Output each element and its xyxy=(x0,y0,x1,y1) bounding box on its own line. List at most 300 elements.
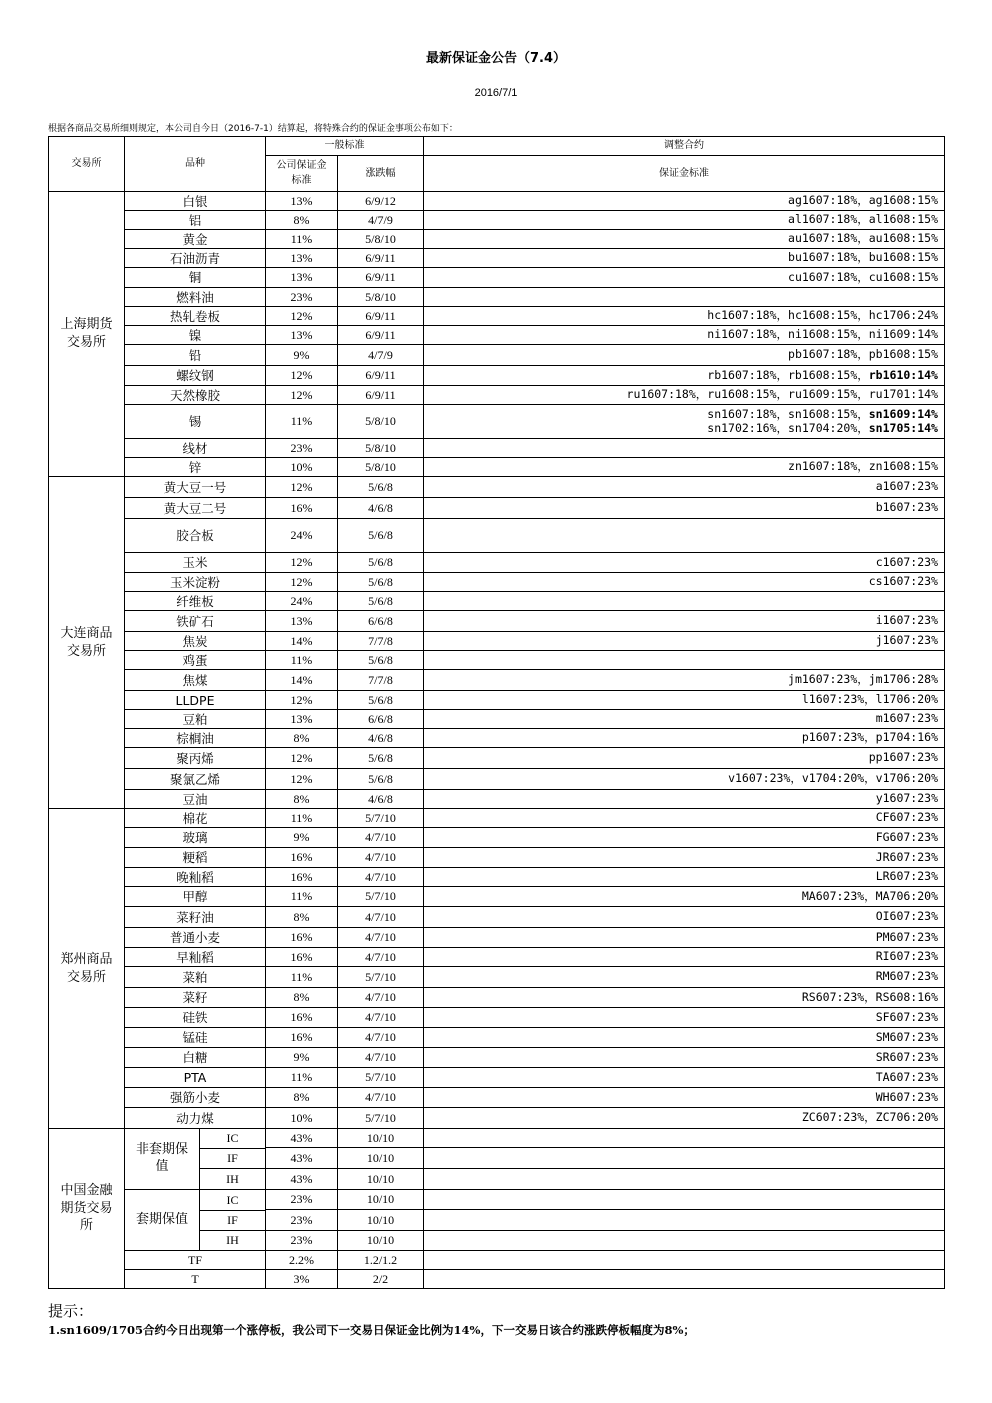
variety-name: 螺纹钢 xyxy=(125,366,266,386)
table-row xyxy=(49,592,945,611)
company-margin: 43% xyxy=(266,1148,338,1168)
adjusted-contracts-line xyxy=(430,1111,938,1125)
price-limit: 2/2 xyxy=(338,1270,424,1289)
intro-text: 根据各商品交易所细则规定，本公司自今日（2016-7-1）结算起，将特殊合约的保证金事项公布如下： xyxy=(48,124,458,134)
company-margin: 10% xyxy=(266,1108,338,1129)
contract-margins: SF607:23% xyxy=(875,1009,938,1024)
table-row xyxy=(49,1190,945,1210)
adjusted-contracts xyxy=(424,988,945,1008)
price-limit: 4/7/10 xyxy=(338,988,424,1008)
table-row xyxy=(49,710,945,729)
table-row xyxy=(49,1251,945,1270)
variety-name: 热轧卷板 xyxy=(125,307,266,326)
variety-name: 强筋小麦 xyxy=(125,1088,266,1108)
contract-margins: FG607:23% xyxy=(875,829,938,844)
contract-margins: RS607:23%，RS608:16% xyxy=(801,989,938,1004)
adjusted-contracts-line xyxy=(430,673,938,687)
cffex-subtable xyxy=(125,1190,265,1250)
adjusted-contracts-line xyxy=(430,194,938,208)
company-margin: 9% xyxy=(266,1048,338,1068)
company-margin: 8% xyxy=(266,211,338,230)
adjusted-contracts xyxy=(424,651,945,670)
table-row xyxy=(49,748,945,769)
company-margin: 12% xyxy=(266,553,338,573)
table-row xyxy=(49,498,945,519)
adjusted-contracts xyxy=(424,288,945,307)
adjusted-contracts-line xyxy=(430,792,938,806)
table-row xyxy=(49,948,945,967)
cffex-variety-cell xyxy=(125,1190,266,1251)
price-limit: 6/9/11 xyxy=(338,307,424,326)
company-margin: 8% xyxy=(266,790,338,809)
table-row xyxy=(49,928,945,948)
adjusted-contracts-line xyxy=(430,556,938,570)
variety-name: 菜籽 xyxy=(125,988,266,1008)
variety-name: 锡 xyxy=(125,405,266,439)
price-limit: 10/10 xyxy=(338,1230,424,1250)
contract-margins: WH607:23% xyxy=(875,1089,938,1104)
contract-margins: sn1607:18%，sn1608:15%， xyxy=(707,406,869,421)
adjusted-contracts xyxy=(424,748,945,769)
adjusted-contracts-line xyxy=(430,575,938,589)
contract-margins: bu1607:18%，bu1608:15% xyxy=(788,250,938,265)
adjusted-contracts xyxy=(424,1008,945,1028)
company-margin: 12% xyxy=(266,691,338,710)
variety-name: PTA xyxy=(125,1068,266,1088)
price-limit: 4/6/8 xyxy=(338,790,424,809)
company-margin: 8% xyxy=(266,907,338,928)
contract-margins: LR607:23% xyxy=(875,869,938,884)
table-row xyxy=(49,828,945,848)
adjusted-contracts xyxy=(424,1190,945,1210)
variety-name: 镍 xyxy=(125,326,266,345)
adjusted-contracts-line xyxy=(430,1011,938,1025)
contract-margins: p1607:23%，p1704:16% xyxy=(801,730,938,745)
adjusted-contracts xyxy=(424,887,945,907)
variety-name: 玉米 xyxy=(125,553,266,573)
company-margin: 16% xyxy=(266,1008,338,1028)
price-limit: 5/8/10 xyxy=(338,288,424,307)
header-company-margin: 公司保证金标准 xyxy=(266,156,338,192)
price-limit: 10/10 xyxy=(338,1168,424,1189)
contract-margins: TA607:23% xyxy=(875,1069,938,1084)
company-margin: 24% xyxy=(266,519,338,553)
adjusted-contracts xyxy=(424,928,945,948)
cffex-subtable xyxy=(125,1129,265,1189)
variety-name: 黄大豆二号 xyxy=(125,498,266,519)
adjusted-contracts-line xyxy=(430,831,938,845)
contract-margins: cu1607:18%，cu1608:15% xyxy=(788,269,938,284)
company-margin: 14% xyxy=(266,632,338,651)
variety-name: 普通小麦 xyxy=(125,928,266,948)
adjusted-contracts-line xyxy=(430,634,938,648)
company-margin: 16% xyxy=(266,948,338,967)
price-limit: 6/9/11 xyxy=(338,268,424,288)
exchange-name: 上海期货交易所 xyxy=(49,192,125,477)
adjusted-contracts xyxy=(424,192,945,211)
adjusted-contracts-line xyxy=(430,991,938,1005)
variety-name: 铁矿石 xyxy=(125,611,266,632)
contract-margins: c1607:23% xyxy=(875,554,938,569)
price-limit: 5/6/8 xyxy=(338,553,424,573)
variety-name: 天然橡胶 xyxy=(125,386,266,405)
contract-code: TF xyxy=(125,1251,266,1270)
company-margin: 11% xyxy=(266,887,338,907)
adjusted-contracts-line xyxy=(430,213,938,227)
table-row xyxy=(49,1129,945,1148)
adjusted-contracts xyxy=(424,1068,945,1088)
price-limit: 6/9/11 xyxy=(338,326,424,345)
contract-margins: cs1607:23% xyxy=(868,574,938,589)
price-limit: 4/7/9 xyxy=(338,211,424,230)
company-margin: 12% xyxy=(266,477,338,498)
adjusted-contracts-line xyxy=(430,851,938,865)
adjusted-contracts xyxy=(424,967,945,988)
adjusted-contracts xyxy=(424,268,945,288)
contract-margins: SM607:23% xyxy=(875,1029,938,1044)
cffex-subrow xyxy=(125,1129,265,1148)
adjusted-contracts-line xyxy=(430,931,938,945)
price-limit: 7/7/8 xyxy=(338,670,424,691)
contract-margins: OI607:23% xyxy=(875,909,938,924)
notice-date: 2016/7/1 xyxy=(474,87,518,99)
table-row xyxy=(49,458,945,477)
price-limit: 4/7/10 xyxy=(338,828,424,848)
variety-name: 胶合板 xyxy=(125,519,266,553)
company-margin: 23% xyxy=(266,439,338,458)
adjusted-contracts-line xyxy=(430,811,938,825)
company-margin: 13% xyxy=(266,268,338,288)
contract-code: T xyxy=(125,1270,266,1289)
price-limit: 5/6/8 xyxy=(338,651,424,670)
adjusted-contracts-line xyxy=(430,910,938,924)
contract-margins: RI607:23% xyxy=(875,949,938,964)
adjusted-contracts-line xyxy=(430,388,938,402)
table-row xyxy=(49,439,945,458)
company-margin: 12% xyxy=(266,366,338,386)
adjusted-contracts-line xyxy=(430,501,938,515)
table-row xyxy=(49,691,945,710)
contract-code: IF xyxy=(200,1210,266,1230)
header-general: 一般标准 xyxy=(266,137,424,156)
adjusted-contracts xyxy=(424,592,945,611)
contract-margins: i1607:23% xyxy=(875,613,938,628)
adjusted-contracts-line xyxy=(430,693,938,707)
table-row xyxy=(49,405,945,439)
price-limit: 6/9/11 xyxy=(338,366,424,386)
company-margin: 12% xyxy=(266,748,338,769)
variety-name: 燃料油 xyxy=(125,288,266,307)
adjusted-contracts xyxy=(424,790,945,809)
exchange-name: 中国金融期货交易所 xyxy=(49,1129,125,1289)
header-limit: 涨跌幅 xyxy=(338,156,424,192)
adjusted-contracts-line xyxy=(430,232,938,246)
company-margin: 11% xyxy=(266,809,338,828)
table-row xyxy=(49,967,945,988)
table-row xyxy=(49,611,945,632)
header-variety: 品种 xyxy=(125,137,266,192)
company-margin: 24% xyxy=(266,592,338,611)
table-row xyxy=(49,573,945,592)
variety-name: 白糖 xyxy=(125,1048,266,1068)
adjusted-contracts xyxy=(424,230,945,249)
price-limit: 5/8/10 xyxy=(338,230,424,249)
variety-name: 菜籽油 xyxy=(125,907,266,928)
price-limit: 4/7/10 xyxy=(338,948,424,967)
variety-name: 锌 xyxy=(125,458,266,477)
tips-item: 1.sn1609/1705合约今日出现第一个涨停板，我公司下一交易日保证金比例为14%，下一交易日该合约涨跌停板幅度为8%； xyxy=(48,1323,695,1337)
adjusted-contracts xyxy=(424,809,945,828)
table-row xyxy=(49,729,945,748)
adjusted-contracts-line xyxy=(430,772,938,786)
table-row xyxy=(49,288,945,307)
table-row xyxy=(49,868,945,887)
adjusted-contracts xyxy=(424,498,945,519)
price-limit: 4/7/10 xyxy=(338,868,424,887)
adjusted-contracts xyxy=(424,553,945,573)
price-limit: 5/6/8 xyxy=(338,769,424,790)
adjusted-contracts xyxy=(424,211,945,230)
table-row xyxy=(49,211,945,230)
adjusted-contracts xyxy=(424,729,945,748)
table-row xyxy=(49,651,945,670)
variety-name: 铜 xyxy=(125,268,266,288)
table-row xyxy=(49,553,945,573)
variety-name: 聚氯乙烯 xyxy=(125,769,266,790)
variety-name: 豆粕 xyxy=(125,710,266,729)
highlighted-contract: rb1610:14% xyxy=(868,367,938,382)
variety-name: 聚丙烯 xyxy=(125,748,266,769)
adjusted-contracts-line xyxy=(430,408,938,422)
contract-margins: MA607:23%，MA706:20% xyxy=(801,888,938,903)
adjusted-contracts xyxy=(424,1251,945,1270)
company-margin: 16% xyxy=(266,928,338,948)
company-margin: 23% xyxy=(266,1210,338,1230)
price-limit: 6/9/12 xyxy=(338,192,424,211)
adjusted-contracts-line xyxy=(430,328,938,342)
adjusted-contracts-line xyxy=(430,870,938,884)
price-limit: 5/6/8 xyxy=(338,691,424,710)
adjusted-contracts-line xyxy=(430,1051,938,1065)
contract-margins: b1607:23% xyxy=(875,500,938,515)
variety-name: 硅铁 xyxy=(125,1008,266,1028)
contract-margins: zn1607:18%，zn1608:15% xyxy=(788,459,938,474)
variety-name: 甲醇 xyxy=(125,887,266,907)
variety-name: 黄大豆一号 xyxy=(125,477,266,498)
tips-title: 提示： xyxy=(48,1302,94,1320)
adjusted-contracts xyxy=(424,1088,945,1108)
page-title: 最新保证金公告（7.4） xyxy=(425,51,567,66)
table-row xyxy=(49,809,945,828)
contract-margins: y1607:23% xyxy=(875,791,938,806)
adjusted-contracts-line xyxy=(430,251,938,265)
highlighted-contract: sn1705:14% xyxy=(868,420,938,435)
adjusted-contracts-line xyxy=(430,712,938,726)
contract-margins: JR607:23% xyxy=(875,849,938,864)
variety-name: 焦煤 xyxy=(125,670,266,691)
price-limit: 4/7/9 xyxy=(338,345,424,366)
adjusted-contracts-line xyxy=(430,1071,938,1085)
contract-margins: SR607:23% xyxy=(875,1049,938,1064)
table-row xyxy=(49,848,945,868)
hedge-group: 套期保值 xyxy=(125,1190,200,1250)
price-limit: 7/7/8 xyxy=(338,632,424,651)
contract-margins: v1607:23%，v1704:20%，v1706:20% xyxy=(728,771,938,786)
table-row xyxy=(49,887,945,907)
table-row xyxy=(49,1088,945,1108)
price-limit: 5/6/8 xyxy=(338,477,424,498)
company-margin: 8% xyxy=(266,1088,338,1108)
variety-name: 黄金 xyxy=(125,230,266,249)
adjusted-contracts-line xyxy=(430,614,938,628)
adjusted-contracts xyxy=(424,1230,945,1250)
adjusted-contracts xyxy=(424,458,945,477)
adjusted-contracts-line xyxy=(430,480,938,494)
table-row xyxy=(49,345,945,366)
company-margin: 23% xyxy=(266,1190,338,1210)
adjusted-contracts xyxy=(424,366,945,386)
company-margin: 11% xyxy=(266,1068,338,1088)
table-row xyxy=(49,907,945,928)
company-margin: 9% xyxy=(266,828,338,848)
table-row xyxy=(49,192,945,211)
price-limit: 10/10 xyxy=(338,1210,424,1230)
table-row xyxy=(49,769,945,790)
contract-code: IH xyxy=(200,1230,266,1250)
contract-margins: au1607:18%，au1608:15% xyxy=(788,231,938,246)
company-margin: 9% xyxy=(266,345,338,366)
table-row xyxy=(49,366,945,386)
adjusted-contracts xyxy=(424,1270,945,1289)
variety-name: 玉米淀粉 xyxy=(125,573,266,592)
adjusted-contracts xyxy=(424,670,945,691)
contract-code: IF xyxy=(200,1148,266,1168)
company-margin: 16% xyxy=(266,868,338,887)
adjusted-contracts xyxy=(424,307,945,326)
price-limit: 4/7/10 xyxy=(338,907,424,928)
table-row xyxy=(49,670,945,691)
price-limit: 5/7/10 xyxy=(338,967,424,988)
price-limit: 5/6/8 xyxy=(338,519,424,553)
variety-name: 线材 xyxy=(125,439,266,458)
adjusted-contracts xyxy=(424,386,945,405)
price-limit: 5/7/10 xyxy=(338,887,424,907)
variety-name: 铅 xyxy=(125,345,266,366)
adjusted-contracts xyxy=(424,828,945,848)
price-limit: 4/7/10 xyxy=(338,848,424,868)
price-limit: 4/7/10 xyxy=(338,1048,424,1068)
adjusted-contracts xyxy=(424,519,945,553)
contract-code: IH xyxy=(200,1168,266,1189)
price-limit: 5/6/8 xyxy=(338,748,424,769)
price-limit: 4/7/10 xyxy=(338,928,424,948)
price-limit: 6/9/11 xyxy=(338,386,424,405)
header-exchange: 交易所 xyxy=(49,137,125,192)
variety-name: 玻璃 xyxy=(125,828,266,848)
contract-margins: al1607:18%，al1608:15% xyxy=(788,212,938,227)
contract-margins: ru1607:18%，ru1608:15%，ru1609:15%，ru1701:14% xyxy=(626,387,938,402)
company-margin: 13% xyxy=(266,611,338,632)
table-row xyxy=(49,477,945,498)
variety-name: 石油沥青 xyxy=(125,249,266,268)
company-margin: 8% xyxy=(266,729,338,748)
company-margin: 12% xyxy=(266,573,338,592)
price-limit: 4/7/10 xyxy=(338,1008,424,1028)
table-row xyxy=(49,988,945,1008)
table-row xyxy=(49,268,945,288)
table-row xyxy=(49,519,945,553)
header-margin-standard: 保证金标准 xyxy=(424,156,945,192)
adjusted-contracts xyxy=(424,1148,945,1168)
company-margin: 13% xyxy=(266,192,338,211)
contract-margins: ni1607:18%，ni1608:15%，ni1609:14% xyxy=(707,327,938,342)
variety-name: 粳稻 xyxy=(125,848,266,868)
company-margin: 11% xyxy=(266,230,338,249)
contract-margins: ZC607:23%，ZC706:20% xyxy=(801,1110,938,1125)
price-limit: 4/6/8 xyxy=(338,729,424,748)
adjusted-contracts-line xyxy=(430,890,938,904)
company-margin: 12% xyxy=(266,769,338,790)
adjusted-contracts xyxy=(424,1048,945,1068)
company-margin: 13% xyxy=(266,326,338,345)
price-limit: 6/9/11 xyxy=(338,249,424,268)
adjusted-contracts xyxy=(424,632,945,651)
contract-margins: PM607:23% xyxy=(875,929,938,944)
contract-margins: j1607:23% xyxy=(875,633,938,648)
company-margin: 43% xyxy=(266,1129,338,1148)
adjusted-contracts xyxy=(424,1210,945,1230)
company-margin: 43% xyxy=(266,1168,338,1189)
company-margin: 23% xyxy=(266,1230,338,1250)
contract-margins: sn1702:16%，sn1704:20%， xyxy=(707,420,869,435)
company-margin: 16% xyxy=(266,1028,338,1048)
adjusted-contracts xyxy=(424,477,945,498)
variety-name: 棕榈油 xyxy=(125,729,266,748)
adjusted-contracts-line xyxy=(430,751,938,765)
header-adjusted: 调整合约 xyxy=(424,137,945,156)
adjusted-contracts xyxy=(424,573,945,592)
adjusted-contracts-line xyxy=(430,348,938,362)
company-margin: 12% xyxy=(266,307,338,326)
cffex-subrow xyxy=(125,1190,265,1210)
adjusted-contracts xyxy=(424,439,945,458)
adjusted-contracts xyxy=(424,907,945,928)
price-limit: 5/7/10 xyxy=(338,809,424,828)
margin-table xyxy=(48,136,945,1289)
contract-margins: m1607:23% xyxy=(875,711,938,726)
contract-margins: ag1607:18%，ag1608:15% xyxy=(788,193,938,208)
price-limit: 5/6/8 xyxy=(338,573,424,592)
table-row xyxy=(49,632,945,651)
adjusted-contracts-line xyxy=(430,950,938,964)
adjusted-contracts xyxy=(424,948,945,967)
adjusted-contracts xyxy=(424,249,945,268)
highlighted-contract: sn1609:14% xyxy=(868,406,938,421)
exchange-name: 大连商品交易所 xyxy=(49,477,125,809)
contract-margins: CF607:23% xyxy=(875,810,938,825)
variety-name: 鸡蛋 xyxy=(125,651,266,670)
company-margin: 11% xyxy=(266,405,338,439)
price-limit: 10/10 xyxy=(338,1190,424,1210)
table-row xyxy=(49,1008,945,1028)
adjusted-contracts-line xyxy=(430,422,938,436)
variety-name: 菜粕 xyxy=(125,967,266,988)
variety-name: 早籼稻 xyxy=(125,948,266,967)
variety-name: 豆油 xyxy=(125,790,266,809)
variety-name: 动力煤 xyxy=(125,1108,266,1129)
company-margin: 16% xyxy=(266,498,338,519)
price-limit: 5/8/10 xyxy=(338,439,424,458)
